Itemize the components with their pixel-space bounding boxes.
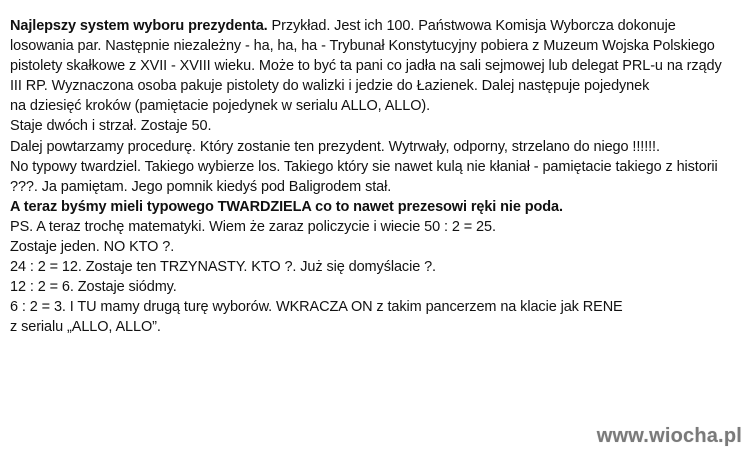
line-text: Zostaje jeden. NO KTO ?. — [10, 239, 175, 256]
line-text: Staje dwóch i strzał. Zostaje 50. — [10, 118, 212, 135]
document-body — [10, 16, 745, 338]
text-line-6 — [10, 116, 745, 136]
text-line-2 — [10, 36, 745, 56]
text-line-13 — [10, 257, 745, 277]
line-text: PS. A teraz trochę matematyki. Wiem że zaraz policzycie i wiecie 50 : 2 = 25. — [10, 218, 496, 235]
text-line-7 — [10, 137, 745, 157]
text-line-9 — [10, 177, 745, 197]
line-text: No typowy twardziel. Takiego wybierze los. Takiego który sie nawet kulą nie kłaniał - pamiętacie takiego z historii — [10, 158, 718, 175]
text-line-10 — [10, 197, 745, 217]
line-text: 12 : 2 = 6. Zostaje siódmy. — [10, 279, 177, 296]
watermark: www.wiocha.pl — [596, 425, 742, 447]
text-line-5 — [10, 96, 745, 116]
text-line-1 — [10, 16, 745, 36]
bold-heading: Najlepszy system wyboru prezydenta. — [10, 18, 268, 34]
line-text: na dziesięć kroków (pamiętacie pojedynek w serialu ALLO, ALLO). — [10, 98, 431, 115]
text-line-12 — [10, 237, 745, 257]
line-text: pistolety skałkowe z XVII - XVIII wieku. Może to być ta pani co jadła na sali sejmowej lub delegat PRL-u na rządy — [10, 58, 722, 75]
bold-sentence: A teraz byśmy mieli typowego TWARDZIELA co to nawet prezesowi ręki nie poda. — [10, 198, 563, 215]
text-line-14 — [10, 277, 745, 297]
text-line-15 — [10, 297, 745, 317]
text-line-8 — [10, 157, 745, 177]
text-line-11 — [10, 217, 745, 237]
text-line-3 — [10, 56, 745, 76]
line-text: ???. Ja pamiętam. Jego pomnik kiedyś pod Baligrodem stał. — [10, 178, 392, 195]
text-line-16 — [10, 317, 745, 337]
line-text: 24 : 2 = 12. Zostaje ten TRZYNASTY. KTO ?. Już się domyślacie ?. — [10, 259, 436, 276]
line-text: Dalej powtarzamy procedurę. Który zostanie ten prezydent. Wytrwały, odporny, strzelano do niego !!!!!!. — [10, 138, 660, 155]
line-text: Przykład. Jest ich 100. Państwowa Komisja Wyborcza dokonuje — [267, 18, 676, 34]
line-text: III RP. Wyznaczona osoba pakuje pistolety do walizki i jedzie do Łazienek. Dalej następuje pojedynek — [10, 78, 650, 95]
line-text: 6 : 2 = 3. I TU mamy drugą turę wyborów. WKRACZA ON z takim pancerzem na klacie jak RENE — [10, 299, 623, 316]
line-text: z serialu „ALLO, ALLO”. — [10, 319, 161, 336]
line-text: losowania par. Następnie niezależny - ha, ha, ha - Trybunał Konstytucyjny pobiera z Muzeum Wojska Polskiego — [10, 38, 715, 55]
text-line-4 — [10, 76, 745, 96]
